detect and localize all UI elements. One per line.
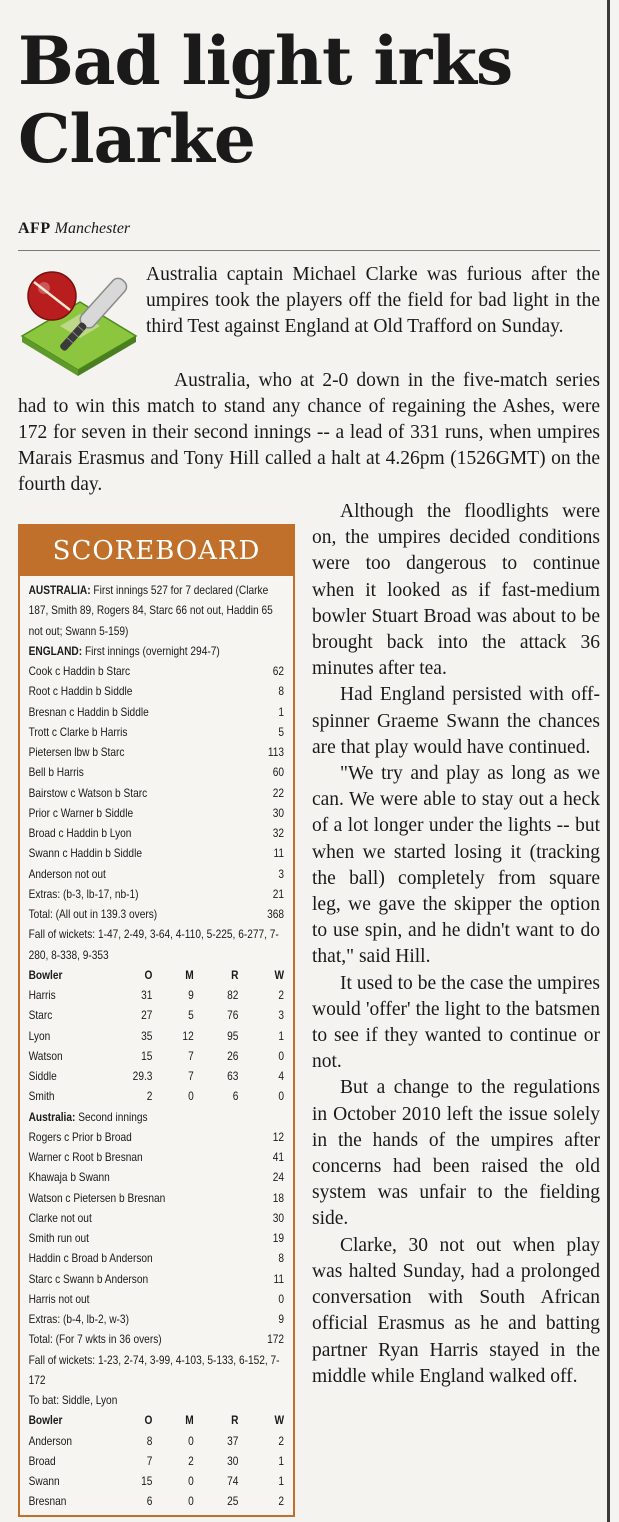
batting-row — [29, 1248, 284, 1268]
bowling-header — [29, 1410, 284, 1430]
runs-value: 18 — [272, 1190, 285, 1205]
body-paragraph: Had England persisted with off-spinner Graeme Swann the chances are that play would have continued. — [312, 684, 600, 758]
runs-value: 5 — [278, 724, 285, 739]
batting-row — [29, 681, 284, 701]
runs-value: 26 — [227, 1048, 239, 1063]
header-wickets: W — [274, 1413, 285, 1428]
runs-value: 25 — [227, 1494, 239, 1509]
batting-row — [29, 762, 284, 782]
overs-value: 2 — [146, 1089, 153, 1104]
batsman-entry: Cook c Haddin b Starc — [28, 664, 131, 678]
cricket-ball-bat-icon — [20, 266, 138, 378]
england-batting-list — [29, 661, 284, 924]
batting-row — [29, 884, 284, 904]
bowler-name: Anderson — [28, 1433, 73, 1448]
batsman-entry: Total: (All out in 139.3 overs) — [28, 907, 158, 921]
batsman-entry: Bell b Harris — [28, 765, 84, 780]
bowler-name: Smith — [28, 1089, 55, 1104]
batsman-entry: Extras: (b-3, lb-17, nb-1) — [28, 886, 139, 901]
body-paragraph: Although the floodlights were on, the umpires decided conditions were too dangerous to continue when it looked as if fast-medium bowler Stuart Broad was about to be brought back into the attack 36 minutes after tea. — [312, 501, 600, 680]
maidens-value: 5 — [188, 1008, 194, 1023]
wickets-value: 1 — [278, 1474, 285, 1488]
batting-row — [29, 1329, 284, 1349]
maidens-value: 0 — [188, 1089, 194, 1104]
team-label: ENGLAND: — [28, 643, 83, 658]
bowler-name: Watson — [28, 1048, 63, 1063]
wickets-value: 2 — [278, 988, 285, 1002]
wickets-value: 2 — [278, 1494, 285, 1509]
batting-row — [29, 1309, 284, 1329]
bowling-row — [29, 1471, 284, 1491]
batsman-entry: Prior c Warner b Siddle — [28, 805, 134, 820]
scoreboard-title: SCOREBOARD — [20, 526, 293, 576]
batsman-entry: Extras: (b-4, lb-2, w-3) — [28, 1312, 129, 1326]
batsman-entry: Rogers c Prior b Broad — [28, 1129, 132, 1144]
byline-place: Manchester — [54, 220, 131, 237]
byline-agency: AFP — [18, 220, 51, 237]
runs-value: 172 — [267, 1332, 285, 1347]
runs-value: 30 — [227, 1453, 239, 1468]
header-runs: R — [231, 1413, 239, 1428]
bowler-name: Starc — [28, 1008, 53, 1023]
header-overs: O — [144, 1413, 153, 1428]
runs-value: 37 — [227, 1433, 239, 1448]
maidens-value: 9 — [188, 988, 194, 1002]
australia-bowling-list — [29, 985, 284, 1107]
batsman-entry: Bairstow c Watson b Starc — [28, 785, 148, 800]
wickets-value: 2 — [278, 1433, 285, 1448]
runs-value: 22 — [272, 785, 285, 800]
fall-of-wickets: Fall of wickets: 1-47, 2-49, 3-64, 4-110, 5-225, 6-277, 7-280, 8-338, 9-353 — [28, 927, 279, 962]
team-label: Australia: — [28, 1109, 76, 1124]
innings-summary: First innings 527 for 7 declared (Clarke 187, Smith 89, Rogers 84, Starc 66 not out, Haddin 65 not out; Swann 5-159) — [28, 583, 273, 638]
runs-value: 0 — [278, 1291, 285, 1306]
overs-value: 7 — [146, 1453, 153, 1468]
bowler-name: Siddle — [28, 1069, 57, 1083]
bowling-row — [29, 985, 284, 1005]
runs-value: 3 — [278, 866, 285, 881]
runs-value: 113 — [267, 745, 285, 759]
batsman-entry: Clarke not out — [28, 1210, 92, 1225]
bowling-row — [29, 1026, 284, 1046]
fall-of-wickets: Fall of wickets: 1-23, 2-74, 3-99, 4-103, 5-133, 6-152, 7-172 — [28, 1352, 280, 1387]
runs-value: 74 — [227, 1474, 239, 1488]
bowling-row — [29, 1066, 284, 1086]
column-rule — [607, 0, 610, 1522]
batsman-entry: Bresnan c Haddin b Siddle — [28, 704, 149, 719]
batsman-entry: Harris not out — [28, 1291, 90, 1306]
bowling-row — [29, 1431, 284, 1451]
wickets-value: 1 — [278, 1028, 285, 1043]
batsman-entry: Smith run out — [28, 1231, 89, 1245]
batting-row — [29, 1147, 284, 1167]
batting-row — [29, 823, 284, 843]
overs-value: 15 — [141, 1474, 153, 1488]
innings-summary: First innings (overnight 294-7) — [82, 643, 220, 658]
body-paragraph: "We try and play as long as we can. We were able to stay out a heck of a lot longer under the lights -- but when we started losing it (tracking the ball) completely from square leg, we gave the skipper the option to use spin, and he didn't want to do that," said Hill. — [312, 763, 600, 968]
batsman-entry: Starc c Swann b Anderson — [28, 1271, 149, 1286]
runs-value: 8 — [278, 684, 285, 699]
maidens-value: 2 — [188, 1453, 194, 1468]
batsman-entry: Trott c Clarke b Harris — [28, 724, 128, 739]
batsman-entry: Warner c Root b Bresnan — [28, 1150, 143, 1164]
batsman-entry: Swann c Haddin b Siddle — [28, 846, 142, 861]
australia-batting-list — [29, 1127, 284, 1350]
runs-value: 9 — [278, 1312, 285, 1326]
batting-row — [29, 843, 284, 863]
england-first-innings — [29, 641, 284, 661]
overs-value: 27 — [141, 1008, 153, 1023]
runs-value: 82 — [227, 988, 239, 1002]
byline — [18, 220, 130, 238]
batting-row — [29, 722, 284, 742]
runs-value: 11 — [273, 1271, 285, 1286]
batting-row — [29, 803, 284, 823]
maidens-value: 0 — [188, 1474, 194, 1488]
header-overs: O — [144, 967, 153, 982]
bowler-name: Harris — [28, 988, 56, 1002]
bowling-row — [29, 1451, 284, 1471]
wickets-value: 4 — [278, 1069, 285, 1083]
runs-value: 368 — [267, 907, 285, 921]
bowling-row — [29, 1005, 284, 1025]
batting-row — [29, 702, 284, 722]
batsman-entry: Root c Haddin b Siddle — [28, 684, 133, 699]
body-paragraph: It used to be the case the umpires would 'offer' the light to the batsmen to see if they wanted to continue or not. — [312, 972, 600, 1073]
runs-value: 63 — [227, 1069, 239, 1083]
header-bowler: Bowler — [28, 967, 63, 982]
maidens-value: 7 — [188, 1069, 194, 1083]
batsman-entry: Khawaja b Swann — [28, 1170, 110, 1185]
bowling-row — [29, 1086, 284, 1106]
batting-row — [29, 1269, 284, 1289]
wickets-value: 3 — [278, 1008, 285, 1023]
wickets-value: 1 — [278, 1453, 285, 1468]
headline: Bad light irks Clarke — [18, 22, 513, 178]
header-bowler: Bowler — [28, 1413, 63, 1428]
runs-value: 62 — [272, 664, 285, 678]
batsman-entry: Watson c Pietersen b Bresnan — [28, 1190, 166, 1205]
bowler-name: Broad — [28, 1453, 56, 1468]
bowling-row — [29, 1046, 284, 1066]
runs-value: 24 — [272, 1170, 285, 1185]
batting-row — [29, 1188, 284, 1208]
batsman-entry: Total: (For 7 wkts in 36 overs) — [28, 1332, 162, 1347]
batting-row — [29, 864, 284, 884]
batsman-entry: Haddin c Broad b Anderson — [28, 1251, 153, 1266]
header-wickets: W — [274, 967, 285, 982]
overs-value: 6 — [146, 1494, 153, 1509]
batting-row — [29, 1208, 284, 1228]
australia-second-innings — [29, 1107, 284, 1127]
batting-row — [29, 1167, 284, 1187]
batting-row — [29, 742, 284, 762]
batsman-entry: Anderson not out — [28, 866, 106, 881]
runs-value: 21 — [272, 886, 285, 901]
bowler-name: Lyon — [28, 1028, 51, 1043]
bowler-name: Bresnan — [28, 1494, 67, 1509]
runs-value: 41 — [272, 1150, 285, 1164]
wickets-value: 0 — [278, 1089, 285, 1104]
runs-value: 60 — [272, 765, 285, 780]
maidens-value: 0 — [188, 1494, 194, 1509]
england-bowling-list — [29, 1431, 284, 1512]
body-paragraph: But a change to the regulations in October 2010 left the issue solely in the hands of the umpires after concerns had been raised the old system was unfair to the fielding side. — [312, 1077, 600, 1230]
innings-summary: Second innings — [75, 1109, 148, 1124]
to-bat: To bat: Siddle, Lyon — [28, 1393, 118, 1407]
runs-value: 30 — [272, 1210, 285, 1225]
scoreboard-box — [18, 524, 295, 1517]
maidens-value: 12 — [182, 1028, 194, 1043]
runs-value: 6 — [232, 1089, 239, 1104]
bowling-header — [29, 965, 284, 985]
runs-value: 95 — [227, 1028, 239, 1043]
maidens-value: 0 — [188, 1433, 194, 1448]
batting-row — [29, 1228, 284, 1248]
body-paragraph: Clarke, 30 not out when play was halted Sunday, had a prolonged conversation with South African official Erasmus as he and batting partner Ryan Harris stayed in the middle while England walked off. — [312, 1234, 600, 1387]
runs-value: 32 — [272, 826, 285, 840]
maidens-value: 7 — [188, 1048, 194, 1063]
overs-value: 8 — [146, 1433, 153, 1448]
header-maidens: M — [185, 1413, 194, 1428]
runs-value: 11 — [273, 846, 285, 861]
overs-value: 15 — [141, 1048, 153, 1063]
lead-paragraph-1: Australia captain Michael Clarke was furious after the umpires took the players off the field for bad light in the third Test against England at Old Trafford on Sunday. — [146, 264, 600, 337]
runs-value: 19 — [272, 1231, 285, 1245]
bowler-name: Swann — [28, 1474, 60, 1488]
batting-row — [29, 1289, 284, 1309]
batsman-entry: Pietersen lbw b Starc — [28, 745, 125, 759]
header-runs: R — [231, 967, 239, 982]
team-label: AUSTRALIA: — [28, 583, 91, 597]
overs-value: 29.3 — [132, 1069, 153, 1083]
batting-row — [29, 783, 284, 803]
lead-paragraph-2: Australia, who at 2-0 down in the five-match series had to win this match to stand any chance of regaining the Ashes, were 172 for seven in their second innings -- a lead of 331 runs, when umpires Marais Erasmus and Tony Hill called a halt at 4.26pm (1526GMT) on the fourth day. — [18, 370, 600, 495]
batsman-entry: Broad c Haddin b Lyon — [28, 826, 132, 840]
runs-value: 1 — [278, 704, 285, 719]
scoreboard-body — [20, 576, 291, 1512]
batting-row — [29, 1127, 284, 1147]
byline-divider — [18, 250, 600, 251]
wickets-value: 0 — [278, 1048, 285, 1063]
runs-value: 30 — [272, 805, 285, 820]
australia-first-innings — [29, 580, 284, 641]
batting-row — [29, 904, 284, 924]
runs-value: 8 — [278, 1251, 285, 1266]
runs-value: 12 — [272, 1129, 285, 1144]
overs-value: 31 — [141, 988, 153, 1002]
runs-value: 76 — [227, 1008, 239, 1023]
header-maidens: M — [185, 967, 194, 982]
overs-value: 35 — [141, 1028, 153, 1043]
bowling-row — [29, 1491, 284, 1511]
batting-row — [29, 661, 284, 681]
article-column — [312, 499, 600, 1390]
